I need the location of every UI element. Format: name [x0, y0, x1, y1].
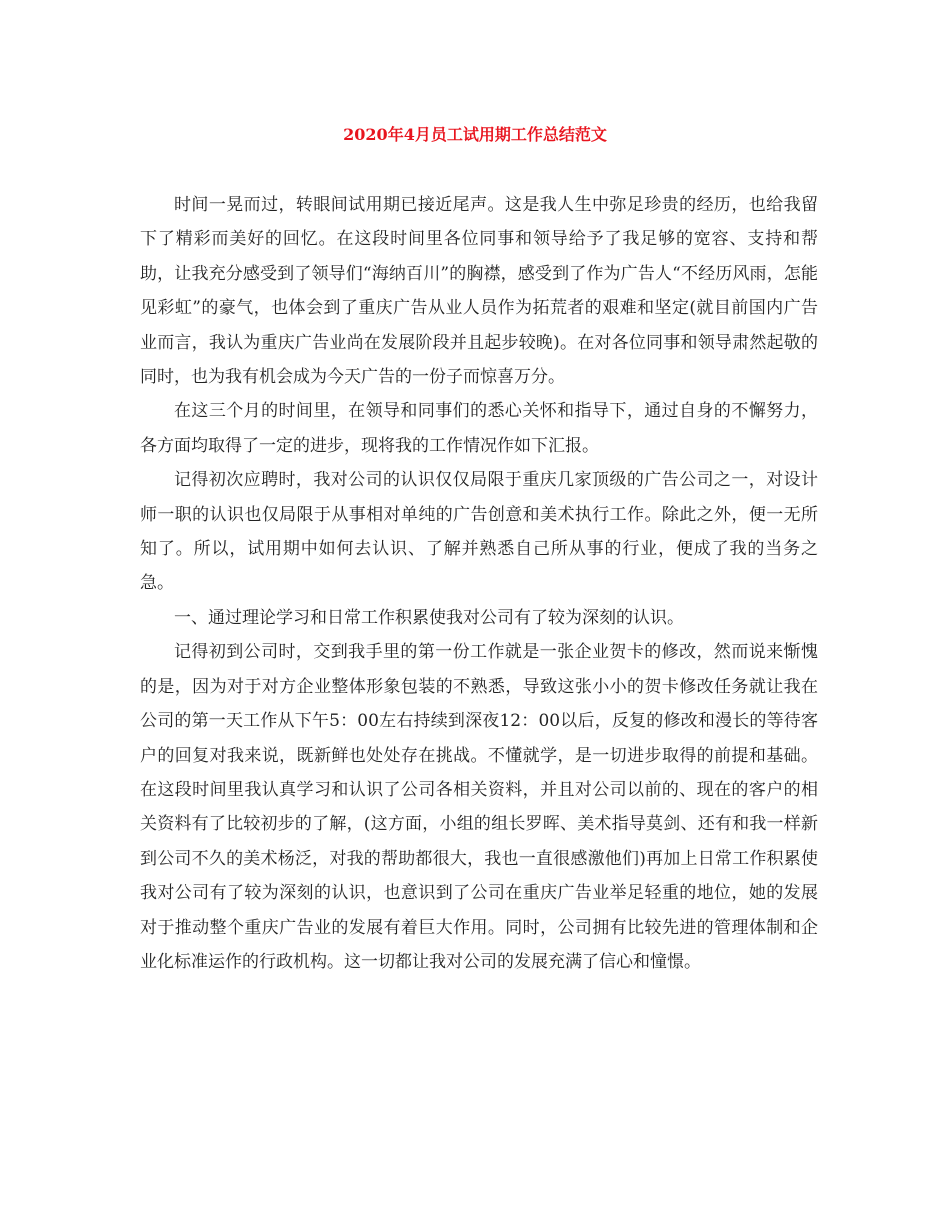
paragraph-first-task: 记得初到公司时，交到我手里的第一份工作就是一张企业贺卡的修改，然而说来惭愧的是，因为对于对方企业整体形象包装的不熟悉，导致这张小小的贺卡修改任务就让我在公司的第一天工作从下午5：00左右持续到深夜12：00以后，反复的修改和漫长的等待客户的回复对我来说，既新鲜也处处存在挑战。不懂就学，是一切进步取得的前提和基础。在这段时间里我认真学习和认识了公司各相关资料，并且对公司以前的、现在的客户的相关资料有了比较初步的了解，(这方面，小组的组长罗晖、美术指导莫剑、还有和我一样新到公司不久的美术杨泛，对我的帮助都很大，我也一直很感激他们)再加上日常工作积累使我对公司有了较为深刻的认识，也意识到了公司在重庆广告业举足轻重的地位，她的发展对于推动整个重庆广告业的发展有着巨大作用。同时，公司拥有比较先进的管理体制和企业化标准运作的行政机构。这一切都让我对公司的发展充满了信心和憧憬。: [140, 642, 818, 972]
paragraph-first-impression: 记得初次应聘时，我对公司的认识仅仅局限于重庆几家顶级的广告公司之一，对设计师一职的认识也仅局限于从事相对单纯的广告创意和美术执行工作。除此之外，便一无所知了。所以，试用期中如何去认识、了解并熟悉自己所从事的行业，便成了我的当务之急。: [140, 470, 818, 594]
document-body: [140, 188, 818, 979]
paragraph-progress: 在这三个月的时间里，在领导和同事们的悉心关怀和指导下，通过自身的不懈努力，各方面均取得了一定的进步，现将我的工作情况作如下汇报。: [140, 401, 818, 456]
paragraph-intro: 时间一晃而过，转眼间试用期已接近尾声。这是我人生中弥足珍贵的经历，也给我留下了精彩而美好的回忆。在这段时间里各位同事和领导给予了我足够的宽容、支持和帮助，让我充分感受到了领导们“海纳百川”的胸襟，感受到了作为广告人“不经历风雨，怎能见彩虹”的豪气，也体会到了重庆广告从业人员作为拓荒者的艰难和坚定(就目前国内广告业而言，我认为重庆广告业尚在发展阶段并且起步较晚)。在对各位同事和领导肃然起敬的同时，也为我有机会成为今天广告的一份子而惊喜万分。: [140, 195, 818, 388]
document-title: 2020年4月员工试用期工作总结范文: [343, 125, 607, 144]
section-heading-1: 一、通过理论学习和日常工作积累使我对公司有了较为深刻的认识。: [174, 607, 684, 628]
